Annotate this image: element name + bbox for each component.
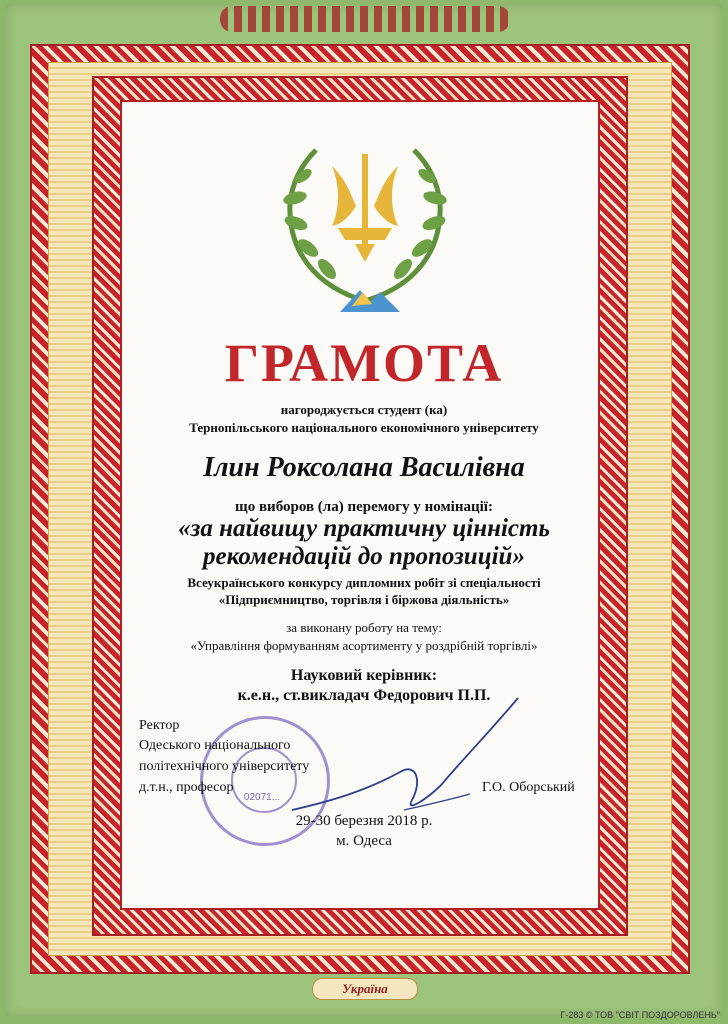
specialty-line: «Підприємництво, торгівля і біржова діяльність» bbox=[218, 592, 510, 607]
emblem bbox=[260, 136, 470, 322]
publisher-text: Г-283 © ТОВ "СВІТ ПОЗДОРОВЛЕНЬ" bbox=[560, 1010, 720, 1020]
event-city: м. Одеса bbox=[336, 833, 392, 849]
trident-icon bbox=[332, 154, 398, 262]
contest-line: Всеукраїнського конкурсу дипломних робіт зі спеціальності bbox=[187, 575, 541, 590]
supervisor-label: Науковий керівник: bbox=[290, 667, 438, 684]
country-label: Україна bbox=[312, 978, 418, 1000]
nomination-line-2: рекомендацій до пропозицій» bbox=[203, 543, 525, 570]
stamp-code: 02071... bbox=[243, 792, 281, 803]
rector-title: Ректор bbox=[139, 718, 180, 733]
awarded-line: нагороджується студент (ка) bbox=[280, 402, 448, 417]
rector-name: Г.О. Оборський bbox=[482, 780, 575, 795]
rector-university-2: політехнічного університету bbox=[139, 759, 310, 774]
university-line: Тернопільського національного економічного університету bbox=[189, 420, 539, 435]
topic-line: «Управління формуванням асортименту у роздрібній торгівлі» bbox=[190, 638, 538, 653]
topic-intro: за виконану роботу на тему: bbox=[286, 620, 442, 635]
victory-line: що виборов (ла) перемогу у номінації: bbox=[235, 499, 493, 515]
event-date: 29-30 березня 2018 р. bbox=[295, 813, 433, 829]
top-ornament bbox=[220, 6, 510, 32]
page-title: ГРАМОТА bbox=[224, 333, 504, 393]
supervisor-name: к.е.н., ст.викладач Федорович П.П. bbox=[237, 687, 491, 704]
nomination-line-1: «за найвищу практичну цінність bbox=[178, 515, 550, 542]
rector-degree: д.т.н., професор bbox=[139, 780, 234, 795]
rector-university-1: Одеського національного bbox=[139, 738, 291, 753]
recipient-name: Ілин Роксолана Василівна bbox=[203, 452, 525, 483]
